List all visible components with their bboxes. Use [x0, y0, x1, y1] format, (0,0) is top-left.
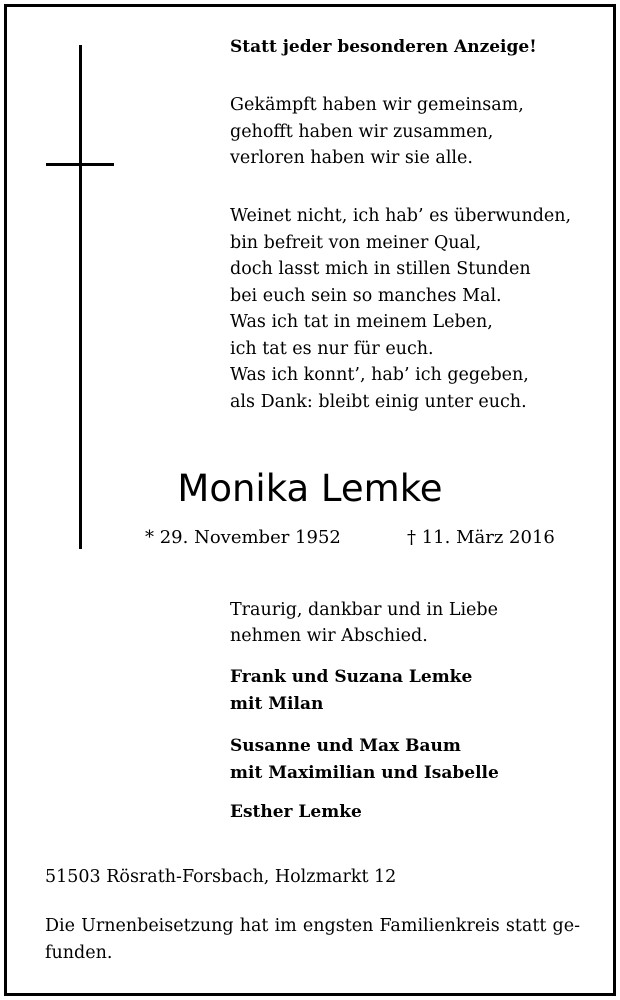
obituary-frame — [4, 4, 616, 996]
poem-line: gehofft haben wir zusammen, — [230, 121, 494, 142]
poem-line: Was ich konnt’, hab’ ich gegeben, — [230, 365, 529, 385]
burial-note-line: funden. — [45, 943, 113, 963]
poem-line: bin befreit von meiner Qual, — [230, 232, 482, 253]
deceased-name: Monika Lemke — [177, 467, 443, 510]
heading: Statt jeder besonderen Anzeige! — [230, 37, 537, 57]
family-group-3 — [230, 799, 362, 826]
family-group-1 — [230, 664, 472, 718]
poem-line: Was ich tat in meinem Leben, — [230, 312, 493, 332]
poem-stanza-1 — [230, 92, 524, 172]
cross-icon-horizontal-bar — [46, 163, 114, 166]
family-group-2 — [230, 733, 499, 787]
family-name: Esther Lemke — [230, 802, 362, 822]
address: 51503 Rösrath-Forsbach, Holzmarkt 12 — [45, 867, 397, 887]
poem-line: ich tat es nur für euch. — [230, 338, 434, 359]
poem-line: Gekämpft haben wir gemeinsam, — [230, 95, 524, 115]
death-date: † 11. März 2016 — [407, 527, 555, 548]
poem-line: bei euch sein so manches Mal. — [230, 285, 502, 306]
poem-line: verloren haben wir sie alle. — [230, 148, 473, 168]
burial-note — [45, 913, 580, 967]
birth-date: * 29. November 1952 — [145, 527, 341, 548]
farewell-line: Traurig, dankbar und in Liebe — [230, 600, 498, 620]
family-name: mit Milan — [230, 694, 324, 714]
family-name: mit Maximilian und Isabelle — [230, 763, 499, 783]
family-name: Frank und Suzana Lemke — [230, 667, 473, 687]
farewell-text — [230, 597, 498, 649]
poem-line: Weinet nicht, ich hab’ es überwunden, — [230, 206, 572, 226]
burial-note-line: Die Urnenbeisetzung hat im engsten Familienkreis statt ge- — [45, 916, 580, 936]
poem-line: doch lasst mich in stillen Stunden — [230, 259, 531, 279]
farewell-line: nehmen wir Abschied. — [230, 626, 428, 646]
poem-stanza-2 — [230, 203, 571, 415]
family-name: Susanne und Max Baum — [230, 736, 461, 756]
poem-line: als Dank: bleibt einig unter euch. — [230, 391, 527, 412]
